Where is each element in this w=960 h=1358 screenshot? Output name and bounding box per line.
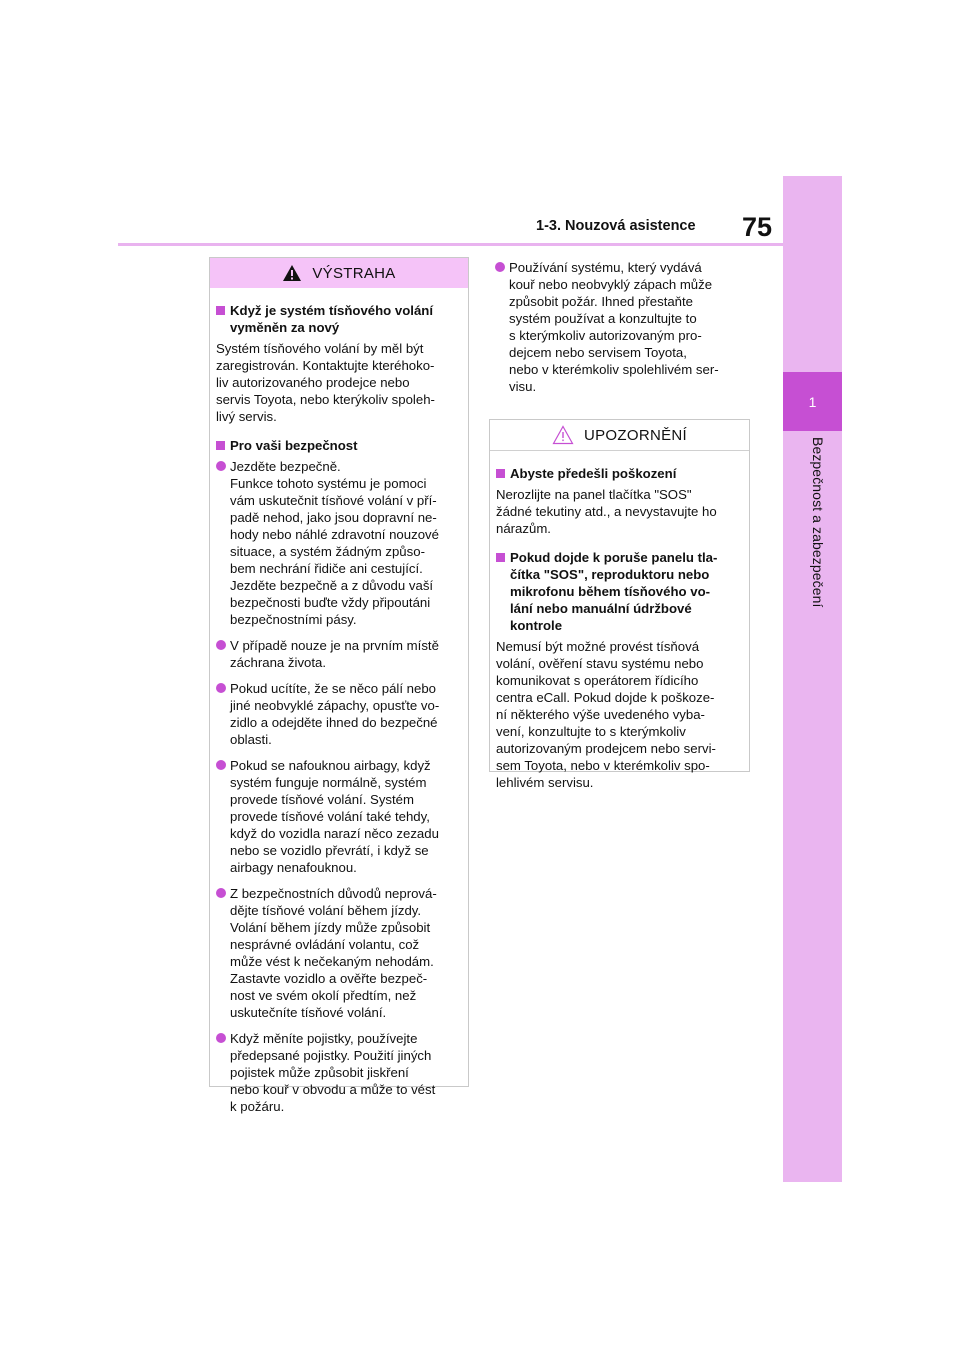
warning-box-header [210,258,468,288]
round-bullet-icon [216,888,226,898]
warning-heading-replacement: Když je systém tísňového volání vyměněn za nový [216,302,460,336]
warning-triangle-icon [282,264,302,282]
round-bullet-icon [216,640,226,650]
list-item: Jezděte bezpečně. Funkce tohoto systému je pomoci vám uskutečnit tísňové volání v pří- padě nehod, jako jsou dopravní ne- hody nebo náhlé zdravotní nouzové situace, a systém žádným způso- bem nechrání řidiče ani cestující. Jezděte bezpečně a z důvodu vaší bezpečnosti buďte vždy připoutáni bezpečnostními pásy. [216,458,460,628]
square-bullet-icon [496,553,505,562]
caution-box [489,419,750,790]
caution-para-damage: Nerozlijte na panel tlačítka "SOS" žádné tekutiny atd., a nevystavujte ho nárazům. [496,487,717,536]
square-bullet-icon [496,469,505,478]
list-item: Používání systému, který vydává kouř nebo neobvyklý zápach může způsobit požár. Ihned přestaňte systém používat a konzultujte to s kterýmkoliv autorizovaným pro- dejcem nebo servisem Toyota, nebo v kterémkoliv spolehlivém ser- visu. [495,259,741,395]
page-number: 75 [742,212,773,242]
caution-heading-damage: Abyste předešli poškození [496,465,741,482]
list-item: Pokud ucítíte, že se něco pálí nebo jiné neobvyklé zápachy, opusťte vo- zidlo a odejděte ihned do bezpečné oblasti. [216,680,460,748]
warning-para-replacement: Systém tísňového volání by měl být zaregistrován. Kontaktujte kteréhoko- liv autorizovaného prodejce nebo servis Toyota, nebo kterýkoliv spoleh- livý servis. [216,341,435,424]
warning-title: VÝSTRAHA [312,264,396,282]
round-bullet-icon [216,760,226,770]
warning-heading-safety: Pro vaši bezpečnost [216,437,460,454]
warning-box [209,257,469,1114]
header-rule [118,243,783,246]
list-item: V případě nouze je na prvním místě záchrana života. [216,637,460,671]
caution-box-header [490,420,749,451]
caution-heading-malfunction: Pokud dojde k poruše panelu tla- čítka "SOS", reproduktoru nebo mikrofonu během tísňového vo- lání nebo manuální údržbové kontrole [496,549,741,634]
square-bullet-icon [216,441,225,450]
chapter-title: Bezpečnost a zabezpečení [810,437,826,608]
list-item: Z bezpečnostních důvodů neprová- dějte tísňové volání během jízdy. Volání během jízdy může způsobit nesprávné ovládání volantu, což může vést k nečekaným nehodám. Zastavte vozidlo a ověřte bezpeč- nost ve svém okolí předtím, než uskutečníte tísňové volání. [216,885,460,1021]
round-bullet-icon [216,461,226,471]
chapter-side-tab [783,176,842,1182]
caution-triangle-icon [552,425,574,445]
caution-para-malfunction: Nemusí být možné provést tísňová volání, ověření stavu systému nebo komunikovat s operátorem řídicího centra eCall. Pokud dojde k poškoze- ní některého výše uvedeného vyba- vení, konzultujte to s kterýmkoliv autorizovaným prodejcem nebo servi- sem Toyota, nebo v kterémkoliv spo- lehlivém servisu. [496,639,716,790]
section-title: 1-3. Nouzová asistence [536,218,696,234]
round-bullet-icon [216,683,226,693]
list-item: Když měníte pojistky, používejte předepsané pojistky. Použití jiných pojistek může způsobit jiskření nebo kouř v obvodu a může to vést k požáru. [216,1030,460,1115]
warning-continuation [489,257,749,401]
chapter-number: 1 [783,372,842,431]
round-bullet-icon [495,262,505,272]
caution-title: UPOZORNĚNÍ [583,426,687,444]
round-bullet-icon [216,1033,226,1043]
list-item: Pokud se nafouknou airbagy, když systém funguje normálně, systém provede tísňové volání. Systém provede tísňové volání také tehdy, když do vozidla narazí něco zezadu nebo se vozidlo převrátí, i když se airbagy nenafouknou. [216,757,460,876]
square-bullet-icon [216,306,225,315]
